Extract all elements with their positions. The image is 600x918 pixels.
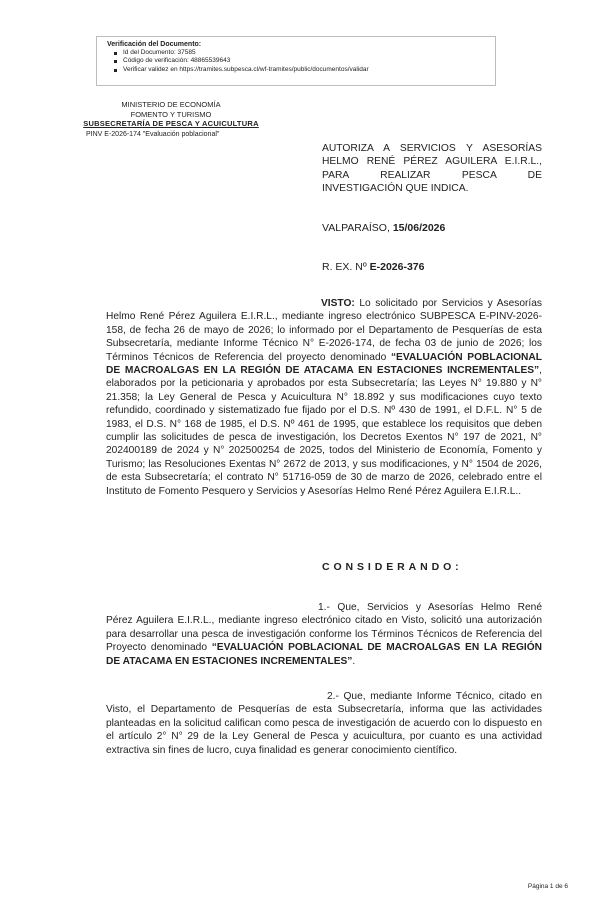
ministry-name: MINISTERIO DE ECONOMÍA [121,100,221,109]
visto-text-b: , elaborados por la peticionaria y aprobados por esta Subsecretaría; las Leyes N° 19.880 y N° 21.358; la Ley General de Pesca y Acuicultura N° 18.892 y sus modificaciones cuyo texto refundido, coordinado y sistematizado fue fijado por el D.S. Nº 430 de 1991, el D.F.L. N° 5 de 1983, el D.S. N° 168 de 1985, el D.S. Nº 461 de 1995, que establece los requisitos que deben cumplir las solicitudes de pesca de investigación, los Decretos Exentos N° 197 de 2021, N° 202400189 de 2024 y N° 202500254 de 2025, todos del Ministerio de Economía, Fomento y Turismo; las Resoluciones Exentas N° 2672 de 2013, y sus modificaciones, y N° 1504 de 2026, de esta Subsecretaría; el contrato N° 51716-059 de 30 de marzo de 2026, celebrado entre el Instituto de Fomento Pesquero y Servicios y Asesorías Helmo René Pérez Aguilera E.I.R.L.. [106,365,542,497]
title-line: INVESTIGACIÓN QUE INDICA. [322,183,469,195]
item1-project-name: “EVALUACIÓN POBLACIONAL DE MACROALGAS EN LA REGIÓN DE ATACAMA EN ESTACIONES INCREMENTALES” [106,642,542,667]
verification-url[interactable]: Verificar validez en https://tramites.subpesca.cl/wf-tramites/public/documentos/validar [123,66,485,74]
document-id: Id del Documento: 37585 [123,49,485,57]
item1-text-a: 1.- Que, Servicios y Asesorías Helmo René Pérez Aguilera E.I.R.L., mediante ingreso electrónico citado en Visto, solicitó una autorización para desarrollar una pesca de investigación conforme los Términos Técnicos de Referencia del Proyecto denominado [106,602,542,654]
considerando-item-1 [106,601,542,668]
pinv-reference: PINV E-2026-174 "Evaluación poblacional" [86,131,220,138]
item2-text: 2.- Que, mediante Informe Técnico, citado en Visto, el Departamento de Pesquerías de esta Subsecretaría, informa que las actividades planteadas en la solicitud califican como pesca de investigación de acuerdo con lo dispuesto en el artículo 2° N° 29 de la Ley General de Pesca y acuicultura, por cuanto es una actividad extractiva sin fines de lucro, cuya finalidad es generar conocimiento científico. [106,691,542,756]
resolution-code: E-2026-376 [369,261,425,273]
city: VALPARAÍSO, [322,222,390,234]
visto-paragraph [106,297,542,498]
ministry-subname: FOMENTO Y TURISMO [130,109,212,119]
title-line: PARA REALIZAR PESCA DE [322,169,542,181]
item1-text-b: . [352,655,356,667]
ministry-header [58,100,284,129]
subsecretaria-name: SUBSECRETARÍA DE PESCA Y ACUICULTURA [83,119,259,129]
resolution-prefix: R. EX. Nº [322,261,367,273]
page-number: Página 1 de 6 [527,883,568,890]
resolution-number [322,261,424,273]
visto-text-a: Lo solicitado por Servicios y Asesorías Helmo René Pérez Aguilera E.I.R.L., mediante ingreso electrónico SUBPESCA E-PINV-2026-158, de fecha 26 de mayo de 2026; lo informado por el Departamento de Pesquerías de esta Subsecretaría, mediante Informe Técnico N° E-2026-174, de fecha 03 de junio de 2026; los Términos Técnicos de Referencia del proyecto denominado [106,298,542,363]
resolution-title [322,142,542,196]
considerando-item-2 [106,690,542,757]
considerando-heading: CONSIDERANDO: [322,561,463,573]
verification-code: Código de verificación: 48865539643 [123,57,485,65]
verification-title: Verificación del Documento: [107,41,202,48]
date: 15/06/2026 [392,222,446,234]
place-date [322,222,445,234]
verification-box [96,36,496,86]
title-line: AUTORIZA A SERVICIOS Y ASESORÍAS [322,143,542,154]
visto-project-name: “EVALUACIÓN POBLACIONAL DE MACROALGAS EN LA REGIÓN DE ATACAMA EN ESTACIONES INCREMENTALES” [106,351,542,377]
title-line: HELMO RENÉ PÉREZ AGUILERA E.I.R.L., [322,156,542,168]
visto-label: VISTO: [321,298,355,309]
verification-list [107,49,485,74]
